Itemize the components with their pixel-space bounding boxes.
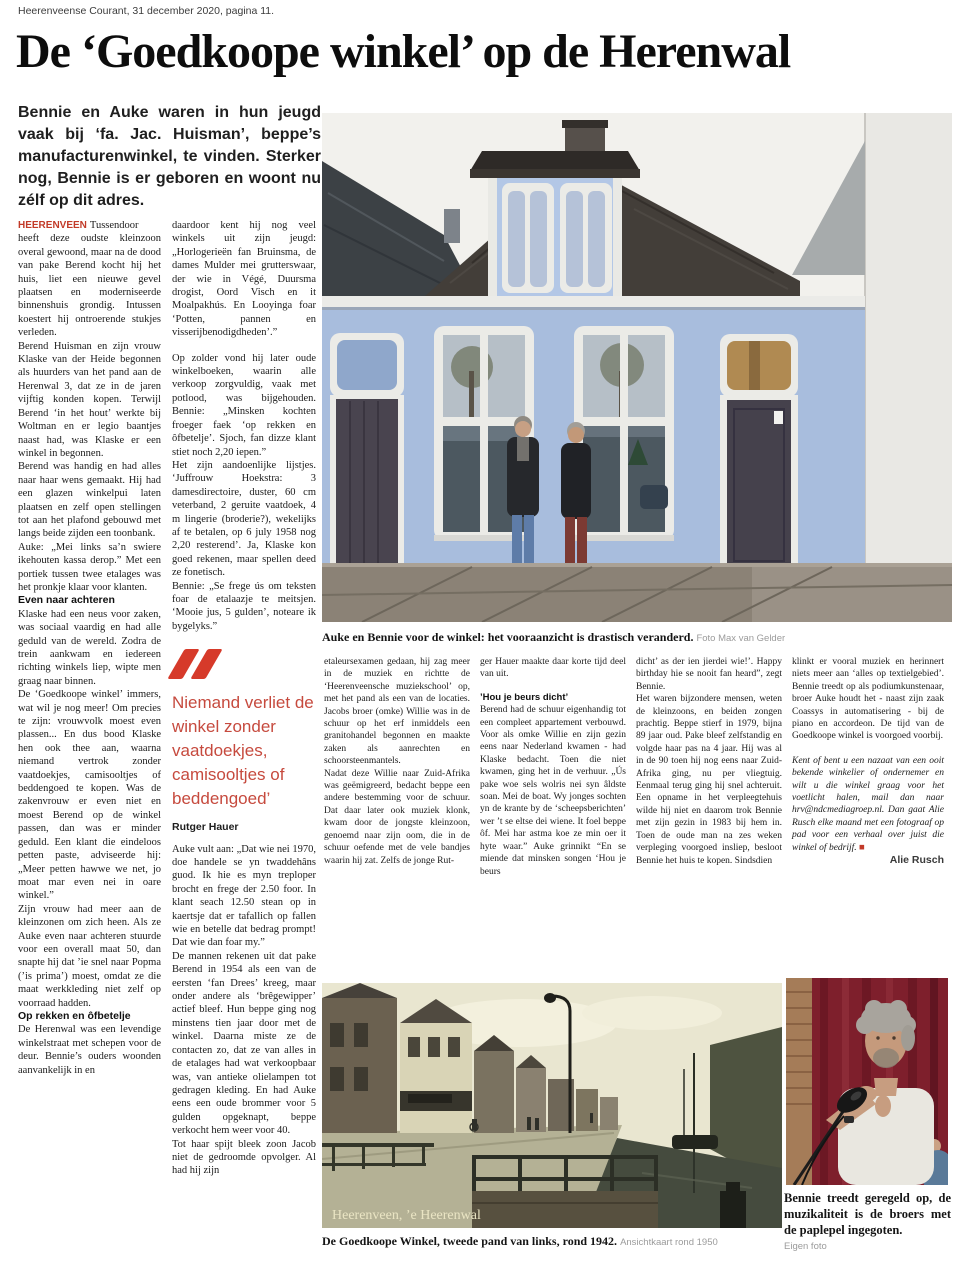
subhead-even-naar-achteren: Even naar achteren <box>18 594 115 607</box>
paragraph: Klaske had een neus voor zaken, was sociaal vaardig en had alle geduld van de wereld. Zodra de trein aankwam en iedereen richting winkels liep, wipte men graag naar binnen. <box>18 608 161 687</box>
paragraph: Auke: „Mei links sa’n swiere ikehouten kassa derop.” Met een portiek tussen twee etalages was het pronkje klaar voor klanten. <box>18 541 161 593</box>
pull-quote <box>172 649 316 834</box>
masthead: Heerenveense Courant, 31 december 2020, pagina 11. <box>18 5 275 17</box>
paragraph: Zijn vrouw had meer aan de kleinzonen om zich heen. Als ze Auke even naar achteren stuurde voor een overall maat 50, dan snapte hij dat ’ie snel naar Popma (’is prima’) moest, omdat ze die maat werkkleding niet zelf op voorraad hadden. <box>18 903 161 1009</box>
paragraph: Het zijn aandoenlijke lijstjes. ‘Juffrouw Hoekstra: 3 damesdirectoire, duster, 60 cm veterband, 2 geruite vaatdoek, 4 m lingerie (broderie?), wekelijks af te betalen, op 6 july 1958 nog 2,20 resterend’. Ja, Klaske kon goed rekenen, maar spellen deed ze fonetisch. <box>172 459 316 579</box>
caption-text: De Goedkoope Winkel, tweede pand van links, rond 1942. <box>322 1234 618 1248</box>
pull-quote-attribution: Rutger Hauer <box>172 821 239 834</box>
dateline-location: HEERENVEEN <box>18 220 87 231</box>
article-column-4 <box>480 656 626 878</box>
paragraph: Berend had de schuur eigenhandig tot een compleet appartement verbouwd. Voor als omke Willie en zijn gezin eens naar Nederland kwamen - had Klaske bedacht. Toen die niet kwamen, ging het in de verhuur. „Ús pake woe sels wolris nei syn âldste soan. Mei de boat. Wy jonges sochten yn de krante by de ‘scheepsberichten’ wer ’t se eltse dei wiene. It foel beppe ôf. Mei har astma koe ze min oer it hyte waar.” Auke grinnikt “En se miende dat minsken songen ‘Hou je beurs <box>480 705 626 877</box>
caption-text: Bennie treedt geregeld op, de muzikaliteit is de broers met de paplepel ingegoten. <box>784 1191 951 1237</box>
end-square-mark: ■ <box>859 842 865 853</box>
paragraph: klinkt er vooral muziek en herinnert niets meer aan ‘alles op textielgebied’. Bennie treedt op als podiumkunstenaar, broer Auke houdt het - naast zijn zaak Coassys in automatisering - bij de piano en accordeon. De tijd van de Goedkoope winkel is voorgoed voorbij. <box>792 657 944 742</box>
stage-performance-photo <box>786 978 948 1185</box>
article-column-5 <box>636 656 782 867</box>
quote-marks-icon <box>176 649 316 679</box>
photo-credit: Eigen foto <box>784 1241 827 1252</box>
paragraph: dicht’ as der ien jierdei wie!’. Happy birthday hie se nooit fan heard”, zegt Bennie. <box>636 657 782 692</box>
paragraph: Nadat deze Willie naar Zuid-Afrika was geëmigreerd, bedacht beppe een andere bestemming voor de schuur. Dat daar later ook muziek klonk, kwam door de jongste kleinzoon, genoemd naar zijn oom, die in de schuur oefende met de vele bandjes waarin hij zat. Zelfs de jonge Rut- <box>324 768 470 866</box>
author-byline: Alie Rusch <box>889 854 944 867</box>
blue-house-illustration <box>322 113 952 622</box>
paragraph: ger Hauer maakte daar korte tijd deel van uit. <box>480 657 626 680</box>
paragraph: daardoor kent hij nog veel winkels uit zijn jeugd: „Horlogerieën fan Bruinsma, de dames Mulder mei grutterswaar, der wie in Végé, Duursma drogist, Oord Visch en it Moalpakhús. En Looyinga foar ‘Potten, pannen en visserijbenodigdheden’.” <box>172 220 316 339</box>
paragraph: Berend Huisman en zijn vrouw Klaske van der Heide begonnen als huurders van het pand aan de Herenwal 3, dat ze in de jaren vijftig konden kopen. Terwijl Berend ‘in het hout’ werkte bij Woltman en er legio baantjes naast had, was Klaske er een winkel in begonnen. <box>18 340 161 459</box>
main-photo-blue-house <box>322 113 952 622</box>
paragraph: Bennie: „Se frege ús om teksten foar de etalaazje te meitsjen. ‘Mooie jus, 5 gulden’, noteare ik bygelyks.” <box>172 580 316 632</box>
article-column-2 <box>172 219 316 1178</box>
paragraph: HEERENVEEN Tussendoor heeft deze oudste kleinzoon overal gewoond, maar na de dood van pake Berend kocht hij het huis, liet een nieuwe gevel plaatsen en moderniseerde binnenshuis grondig. Intussen koestert hij ontroerende stukjes verleden. <box>18 220 161 339</box>
editor-note: Kent of bent u een nazaat van een ooit bekende winkelier of ondernemer en wilt u die winkel graag voor het voetlicht halen, mail dan naar hrv@ndcmediagroep.nl. Dan gaat Alie Rusch elke maand met een fotograaf op pad voor een verhaal over juist die winkel of bedrijf. ■ <box>792 755 944 853</box>
article-column-3 <box>324 656 470 867</box>
paragraph: De mannen rekenen uit dat pake Berend in 1954 als een van de eersten ‘fan Drees’ kreeg, maar onder andere als ‘brêgewipper’ actief bleef. Hun beppe ging nog minstens tien jaar door met de winkel. Daarna miste ze de contacten zo, dat ze van alles in de etalages had wat verkoopbaar was, van antieke olielampen tot gedragen kleding. En had Auke eens een oude brommer voor 5 gulden opgeknapt, beppe verkocht hem weer voor 40. <box>172 950 316 1137</box>
article-column-6 <box>792 656 944 867</box>
main-photo-caption <box>322 630 952 645</box>
vintage-street-photo <box>322 983 782 1228</box>
intro-paragraph: Bennie en Auke waren in hun jeugd vaak bij ‘fa. Jac. Huisman’, beppe’s manufacturenwinkel, te vinden. Sterker nog, Bennie is er geboren en woont nu zélf op dit adres. <box>18 104 321 209</box>
article-column-1 <box>18 219 161 1077</box>
paragraph: etaleursexamen gedaan, hij zag meer in de muziek en richtte de ‘Heerenveensche muziekschool’ op, met het pand als een van de locaties. Jacobs broer (omke) Willie was in de schuur op het erf inmiddels een granitohandel begonnen en maakte zaken als aanrechten en schoorsteenmantels. <box>324 657 470 767</box>
paragraph: De ‘Goedkoope winkel’ immers, wat wil je nog meer! Om precies te zijn: vrouwvolk moest even plassen... En dus bood Klaske hen ook thee aan, waarna niemand vertrok zonder vaatdoekjes, camisooltjes of beddengoed te kopen. Was de zakenvrouw er even niet en moest Berend op de winkel passen, dan was er minder geduld. Een klant die eindeloos petten paste, adviseerde hij: „Meer petten hawwe we net, jo moat mar even nei in oare winkel.” <box>18 689 161 902</box>
photo-credit: Ansichtkaart rond 1950 <box>620 1237 718 1248</box>
subhead-hou-je-beurs-dicht: ’Hou je beurs dicht’ <box>480 691 569 703</box>
photo-credit: Foto Max van Gelder <box>696 633 786 644</box>
paragraph: Auke vult aan: „Dat wie nei 1970, doe handele se yn twaddehâns guod. Ik hie es myn treploper brocht en frege der 2.50 foor. In klant seach 12.50 stean op in kaertsje dat er tafallich op fallen wie en betelle dat bedrag prompt! Dat wie dan foar my.” <box>172 843 316 949</box>
paragraph: Het waren bijzondere mensen, weten de kleinzoons, en beiden zongen prachtig. Beppe stierf in 1979, bijna 89 jaar oud. Pake bleef zelfstandig en volgde haar pas na 4 jaar. Hij was al in de 90 toen hij nog eens naar Zuid-Afrika ging, nu per vliegtuig. Eenmaal terug ging hij snel achteruit. Een opname in het verpleegtehuis wilde hij niet en daarom trok Bennie met zijn gezin in 1983 bij hem in. Toen de oude man na zes weken verpleging voorgoed insliep, besloot Bennie het huis te kopen. Sindsdien <box>636 694 782 866</box>
stage-photo-illustration <box>786 978 948 1185</box>
subhead-op-rekken: Op rekken en ôfbetelje <box>18 1009 131 1022</box>
paragraph: Op zolder vond hij later oude winkelboeken, waarin alle verkoop zorgvuldig, vaak met potlood, was bijgehouden. Bennie: „Minsken kochten froeger faek ‘op rekken en ôfbetelje’. Sjoch, fan dizze klant stiet noch 2,20 iepen.” <box>172 352 316 458</box>
paragraph: Berend was handig en had alles naar haar wens gemaakt. Hij had een glazen winkelpui laten plaatsen en zelf open stellingen tot aan het plafond gebouwd met langs beide zijden een toonbank. <box>18 461 161 540</box>
paragraph: De Herenwal was een levendige winkelstraat met schepen voor de deur. Bennie’s ouders woonden aanvankelijk in en <box>18 1024 161 1076</box>
paragraph: Tot haar spijt bleek zoon Jacob niet de gedroomde opvolger. Al had hij zijn <box>172 1138 316 1177</box>
page-title: De ‘Goedkoope winkel’ op de Herenwal <box>16 25 791 78</box>
caption-text: Auke en Bennie voor de winkel: het vooraanzicht is drastisch veranderd. <box>322 630 694 644</box>
postcard-overlay-title: Heerenveen, ’e Heerenwal <box>332 1208 481 1223</box>
vintage-postcard-illustration <box>322 983 782 1228</box>
stage-photo-caption <box>784 1190 951 1255</box>
pull-quote-text: Niemand verliet de winkel zonder vaatdoekjes, camisooltjes of beddengoed’ <box>172 693 314 809</box>
